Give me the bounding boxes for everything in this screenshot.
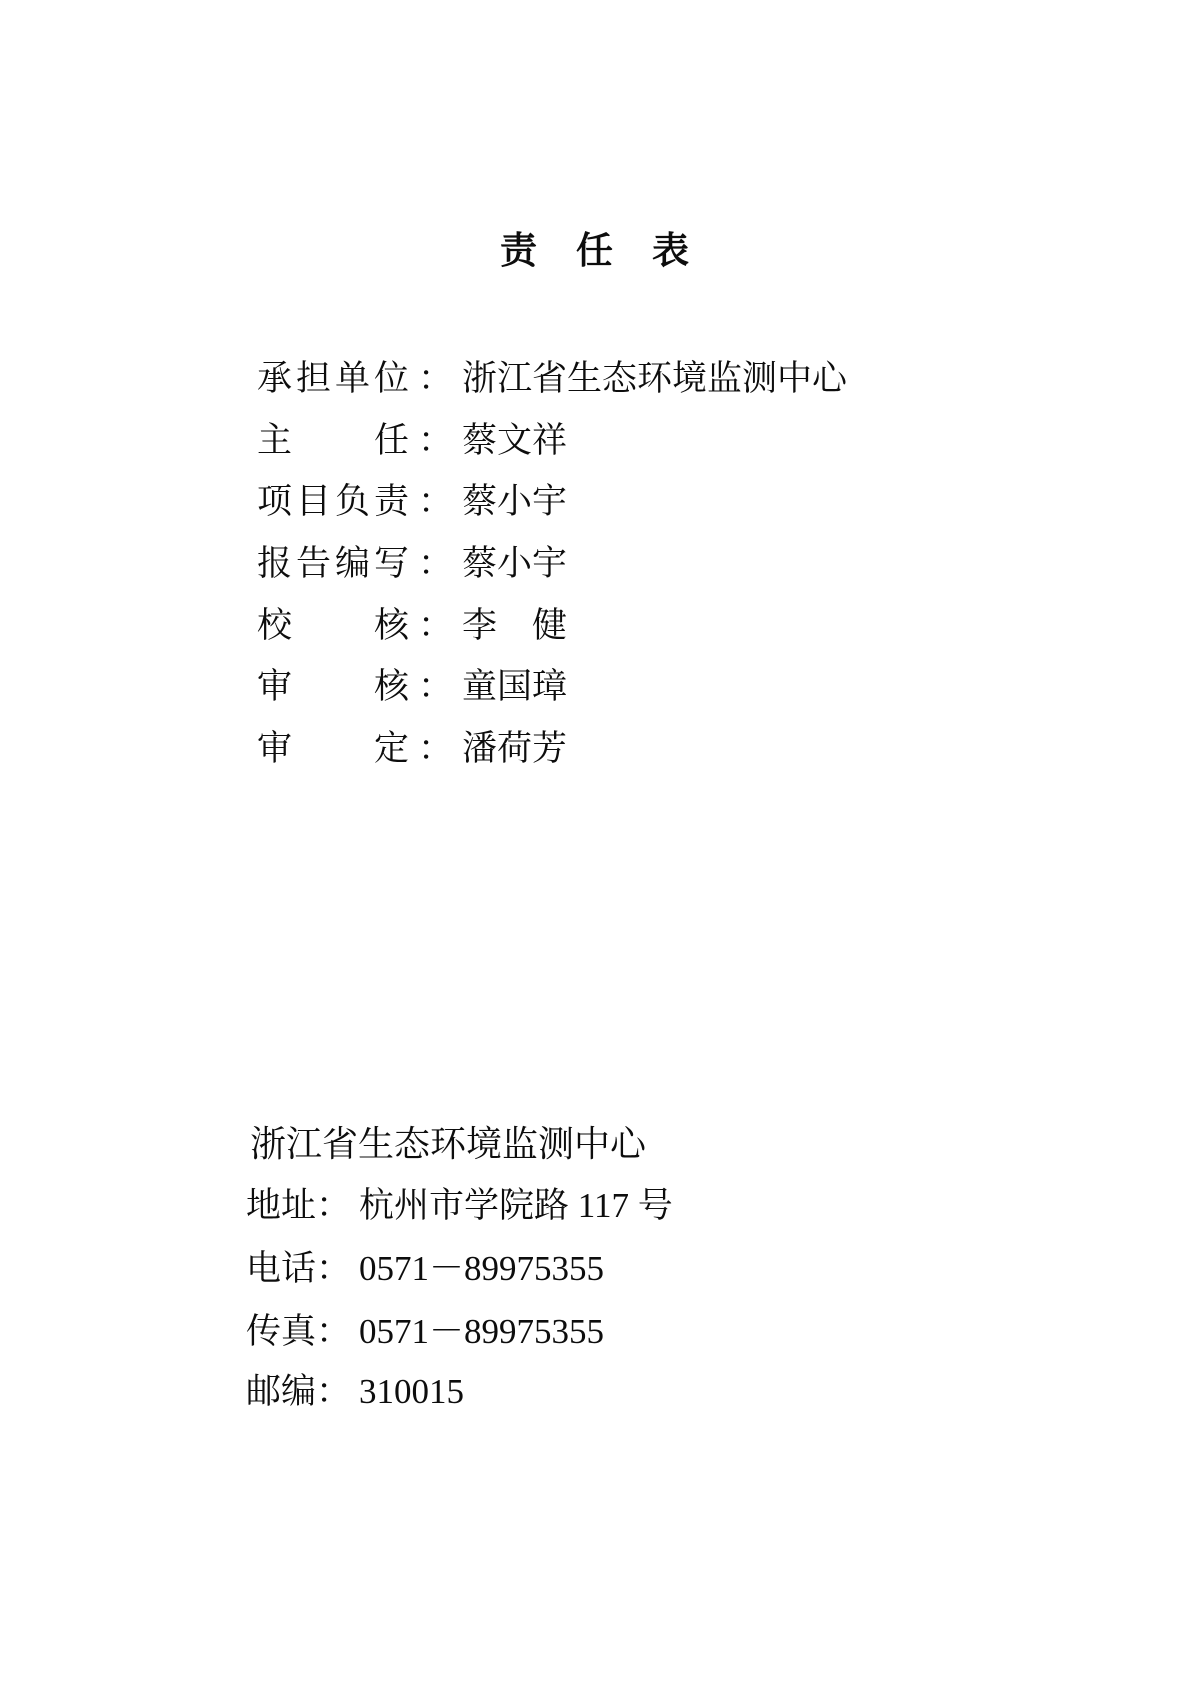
phone-value: 0571－89975355 — [359, 1249, 605, 1288]
field-colon: ： — [417, 729, 453, 768]
field-value: 李 健 — [462, 606, 568, 645]
address-value: 杭州市学院路 117 号 — [359, 1186, 673, 1225]
field-value: 蔡小宇 — [462, 544, 568, 583]
postcode-value: 310015 — [359, 1372, 465, 1411]
address-line — [246, 1188, 673, 1223]
field-colon: ： — [417, 421, 453, 460]
row-proofreader — [257, 608, 567, 643]
field-label: 报告编写 — [257, 544, 409, 583]
phone-line — [246, 1251, 604, 1286]
field-label: 主任 — [257, 421, 409, 460]
field-label: 承担单位 — [257, 359, 409, 398]
postcode-label: 邮编： — [246, 1372, 352, 1411]
phone-label: 电话： — [246, 1249, 352, 1288]
field-value: 浙江省生态环境监测中心 — [462, 359, 848, 398]
field-label: 审核 — [257, 667, 409, 706]
field-colon: ： — [417, 606, 453, 645]
field-colon: ： — [417, 359, 453, 398]
field-value: 蔡小宇 — [462, 482, 568, 521]
field-label: 校核 — [257, 606, 409, 645]
field-label: 审定 — [257, 729, 409, 768]
fax-value: 0571－89975355 — [359, 1312, 605, 1351]
row-reviewer — [257, 669, 567, 704]
address-label: 地址： — [246, 1186, 352, 1225]
field-colon: ： — [417, 482, 453, 521]
row-undertaking-unit — [257, 361, 847, 396]
field-colon: ： — [417, 544, 453, 583]
fax-line — [246, 1314, 604, 1349]
fax-label: 传真： — [246, 1312, 352, 1351]
field-label: 项目负责 — [257, 482, 409, 521]
field-value: 潘荷芳 — [462, 729, 568, 768]
field-colon: ： — [417, 667, 453, 706]
postcode-line — [246, 1374, 464, 1409]
row-report-writer — [257, 546, 567, 581]
row-project-lead — [257, 484, 567, 519]
page-title: 责 任 表 — [500, 231, 690, 272]
field-value: 蔡文祥 — [462, 421, 568, 460]
org-name: 浙江省生态环境监测中心 — [250, 1124, 647, 1164]
field-value: 童国璋 — [462, 667, 568, 706]
row-director — [257, 423, 567, 458]
row-approver — [257, 731, 567, 766]
